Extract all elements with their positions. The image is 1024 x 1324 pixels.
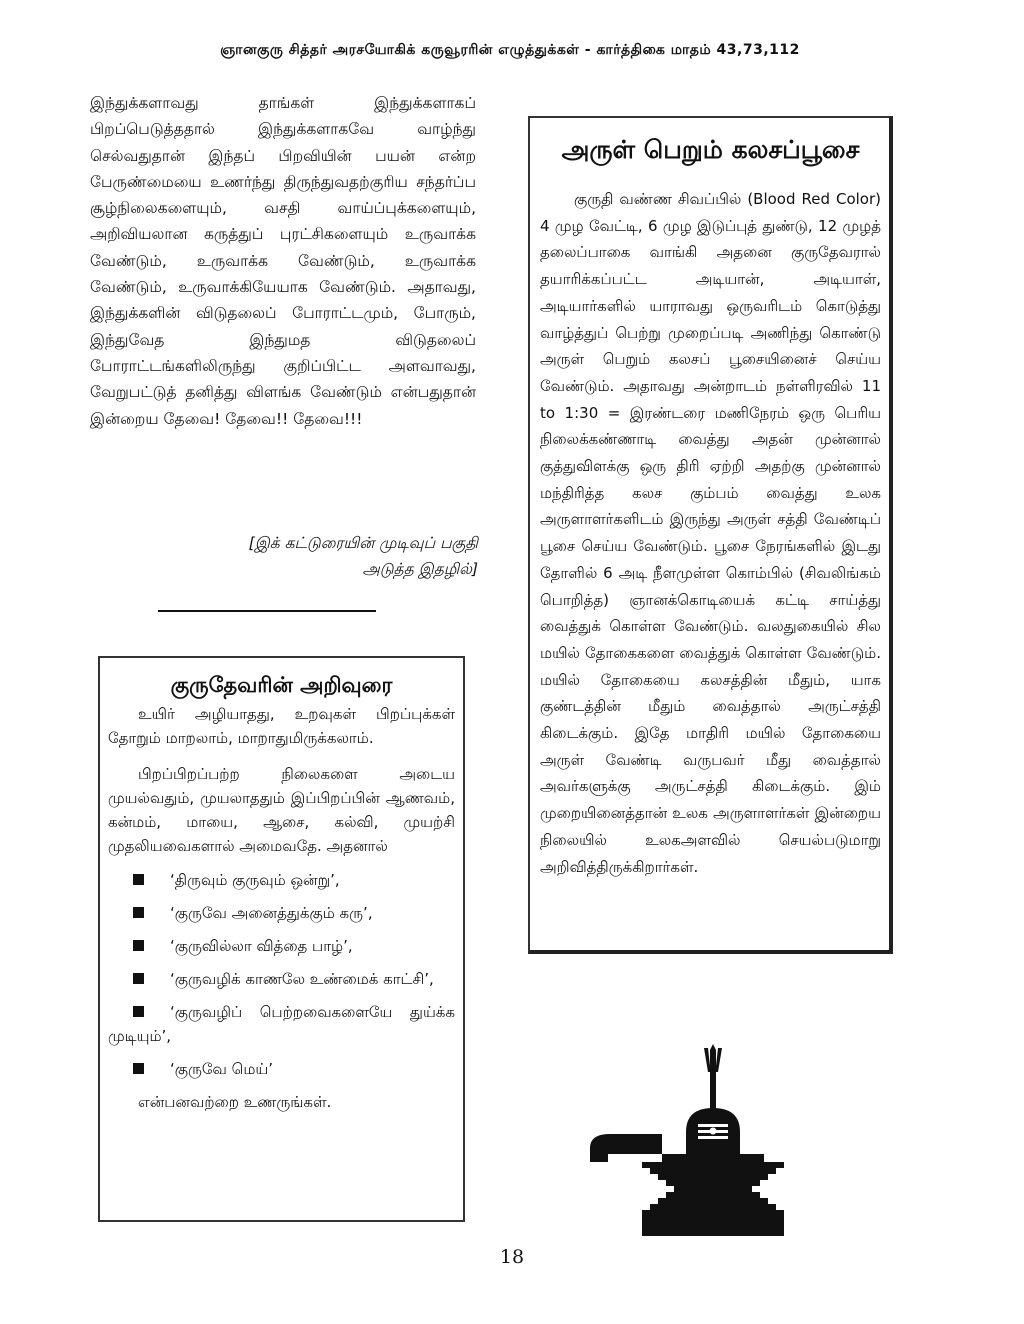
page-number: 18 <box>499 1246 525 1268</box>
running-header: ஞானகுரு சித்தர் அரசயோகிக் கருவூரரின் எழுத்துக்கள் - கார்த்திகை மாதம் 43,73,112 <box>220 42 800 58</box>
advice-bullet-text: ‘குருவே மெய்’ <box>170 1060 274 1078</box>
square-bullet-icon <box>133 1063 144 1074</box>
continuation-note-line1: [இக் கட்டுரையின் முடிவுப் பகுதி <box>248 534 478 552</box>
advice-box <box>98 656 465 1222</box>
square-bullet-icon <box>133 940 144 951</box>
square-bullet-icon <box>133 973 144 984</box>
pooja-box-title: அருள் பெறும் கலசப்பூசை <box>561 135 860 164</box>
square-bullet-icon <box>133 1006 144 1017</box>
advice-bullet-text: ‘குருவழிப் பெற்றவைகளையே துய்க்க முடியும்’, <box>108 1003 455 1045</box>
pooja-box <box>528 116 893 954</box>
shiva-lingam-trident-icon <box>580 1044 800 1236</box>
advice-bullet-text: ‘குருவே அனைத்துக்கும் கரு’, <box>170 904 373 922</box>
advice-paragraph-2: பிறப்பிறப்பற்ற நிலைகளை அடைய முயல்வதும், முயலாததும் இப்பிறப்பின் ஆணவம், கன்மம், மாயை, ஆசை, கல்வி, முயற்சி முதலியவைகளால் அமைவதே. அதனால் <box>108 765 455 855</box>
advice-bullet <box>108 1000 455 1048</box>
article-body: இந்துக்களாவது தாங்கள் இந்துக்களாகப் பிறப்பெடுத்ததால் இந்துக்களாகவே வாழ்ந்து செல்வதுதான் இந்தப் பிறவியின் பயன் என்ற பேருண்மையை உணர்ந்து திருந்துவதற்குரிய சந்தர்ப்ப சூழ்நிலைகளையும், வசதி வாய்ப்புக்களையும், அறிவியலான கருத்துப் புரட்சிகளையும் உருவாக்க வேண்டும், உருவாக்க வேண்டும், உருவாக்க வேண்டும், உருவாக்கியேயாக வேண்டும். அதாவது, இந்துக்களின் விடுதலைப் போராட்டமும், போரும், இந்துவேத இந்துமத விடுதலைப் போராட்டங்களிலிருந்து குறிப்பிட்ட அளவாவது, வேறுபட்டுத் தனித்து விளங்க வேண்டும் என்பதுதான் இன்றைய தேவை! தேவை!! தேவை!!! <box>90 94 476 428</box>
square-bullet-icon <box>133 874 144 885</box>
left-column <box>90 90 476 432</box>
advice-bullet <box>108 868 455 892</box>
advice-closing: என்பனவற்றை உணருங்கள். <box>138 1093 332 1111</box>
advice-box-title: குருதேவரின் அறிவுரை <box>170 673 393 697</box>
advice-bullet-text: ‘திருவும் குருவும் ஒன்று’, <box>170 871 340 889</box>
advice-bullet-text: ‘குருவழிக் காணலே உண்மைக் காட்சி’, <box>170 970 434 988</box>
advice-bullet <box>108 901 455 925</box>
advice-bullet-text: ‘குருவில்லா வித்தை பாழ்’, <box>170 937 353 955</box>
pooja-body: குருதி வண்ண சிவப்பில் (Blood Red Color) 4 முழ வேட்டி, 6 முழ இடுப்புத் துண்டு, 12 முழத் தலைப்பாகை வாங்கி அதனை குருதேவரால் தயாரிக்கப்பட்ட அடியான், அடியாள், அடியார்களில் யாராவது ஒருவரிடம் கொடுத்து வாழ்த்துப் பெற்று முறைப்படி அணிந்து கொண்டு அருள் பெறும் கலசப் பூசையினைச் செய்ய வேண்டும். அதாவது அன்றாடம் நள்ளிரவில் 11 to 1:30 = இரண்டரை மணிநேரம் ஒரு பெரிய நிலைக்கண்ணாடி வைத்து அதன் முன்னால் குத்துவிளக்கு ஒரு திரி ஏற்றி அதற்கு முன்னால் மந்திரித்த கலச கும்பம் வைத்து உலக அருளாளர்களிடம் இருந்து அருள் சத்தி வேண்டிப் பூசை செய்ய வேண்டும். பூசை நேரங்களில் இடது தோளில் 6 அடி நீளமுள்ள கொம்பில் (சிவலிங்கம் பொறித்த) ஞானக்கொடியைக் கட்டி சாய்த்து வைத்துக் கொள்ள வேண்டும். வலதுகையில் சில மயில் தோகைகளை வைத்துக் கொள்ள வேண்டும். மயில் தோகையை கலசத்தின் மீதும், யாக குண்டத்தின் மீதும் வைத்தால் அருட்சத்தி கிடைக்கும். இதே மாதிரி மயில் தோகையை அருள் வேண்டி வருபவர் மீது வைத்தால் அவர்களுக்கு அருட்சத்தி கிடைக்கும். இம் முறையினைத்தான் உலக அருளாளர்கள் இன்றைய நிலையில் உலகஅளவில் செயல்படுமாறு அறிவித்திருக்கிறார்கள். <box>540 190 881 876</box>
continuation-note <box>170 530 478 582</box>
section-divider <box>158 610 376 612</box>
continuation-note-line2: அடுத்த இதழில்] <box>362 560 478 578</box>
advice-bullet <box>108 934 455 958</box>
square-bullet-icon <box>133 907 144 918</box>
advice-paragraph-1: உயிர் அழியாதது, உறவுகள் பிறப்புக்கள் தோறும் மாறலாம், மாறாதுமிருக்கலாம். <box>108 705 455 747</box>
advice-bullet <box>108 1057 455 1081</box>
advice-bullet <box>108 967 455 991</box>
advice-bullet-list <box>108 868 455 1081</box>
